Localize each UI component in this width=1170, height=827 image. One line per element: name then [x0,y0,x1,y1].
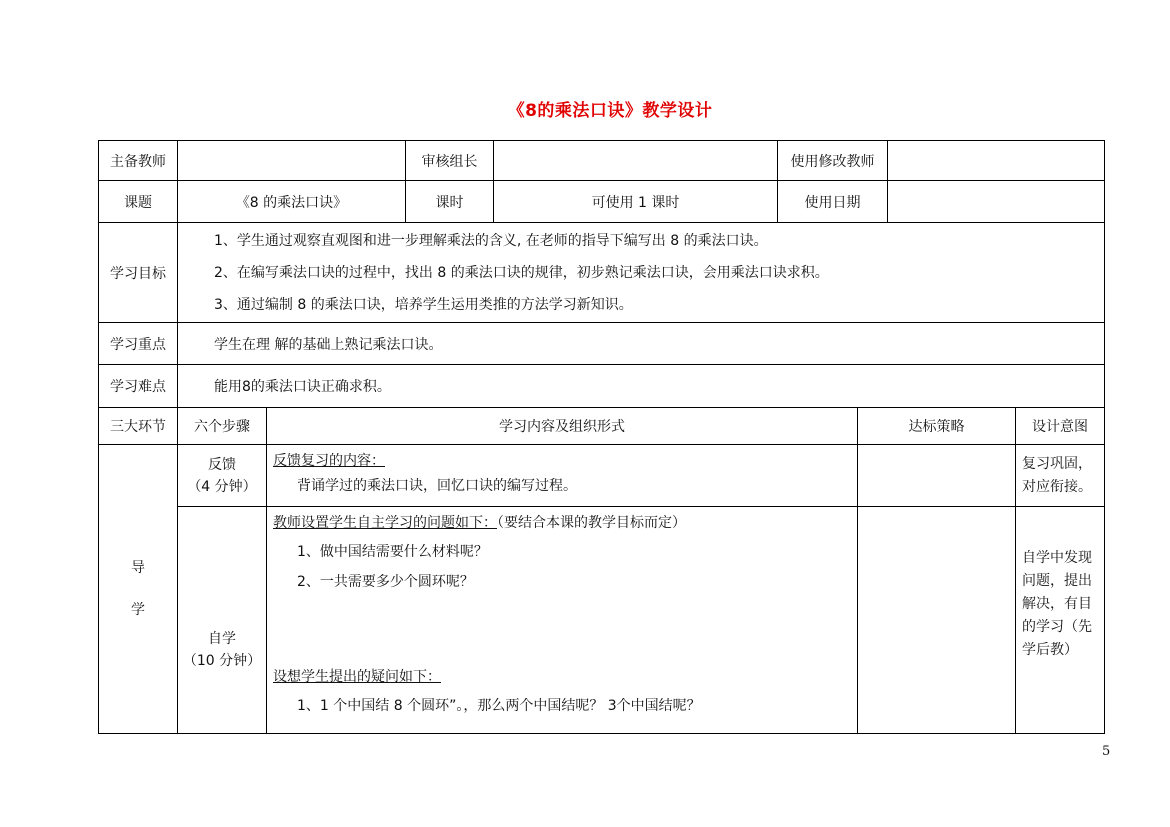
question-item: 1、做中国结需要什么材料呢？ [297,544,488,560]
difficulty-text: 能用8的乘法口诀正确求积。 [178,365,1105,408]
col-header-intent: 设计意图 [1016,408,1105,445]
key-point-text: 学生在理 解的基础上熟记乘法口诀。 [178,323,1105,365]
goal-item: 3、通过编制 8 的乘法口诀，培养学生运用类推的方法学习新知识。 [214,296,633,313]
step-feedback-cell [178,445,267,507]
goals-list [178,223,1105,323]
topic-label: 课题 [99,181,178,223]
difficulty-row [99,365,1105,408]
content-heading-line [267,509,857,537]
date-label: 使用日期 [778,181,888,223]
content-line: 背诵学过的乘法口诀，回忆口诀的编写过程。 [297,478,577,494]
feedback-strategy [858,445,1016,507]
main-teacher-value [178,141,406,181]
key-point-row [99,323,1105,365]
selfstudy-strategy [858,507,1016,734]
goal-item: 2、在编写乘法口诀的过程中，找出 8 的乘法口诀的规律，初步熟记乘法口诀，会用乘法口诀求积。 [214,264,829,281]
stage-label-2: 学 [131,602,145,618]
step-row-selfstudy [99,507,1105,734]
stage-cell [99,445,178,734]
content-heading: 反馈复习的内容： [273,453,385,469]
col-header-strategy: 达标策略 [858,408,1016,445]
modifier-label: 使用修改教师 [778,141,888,181]
step-time: （10 分钟） [182,653,262,669]
content-heading: 教师设置学生自主学习的问题如下： [273,515,497,531]
selfstudy-intent: 自学中发现问题，提出解决，有目的学习（先学后教） [1016,507,1105,734]
step-name: 自学 [208,631,236,647]
topic-value: 《8 的乘法口诀》 [178,181,406,223]
lesson-plan-table [98,140,1105,734]
modifier-value [888,141,1105,181]
reviewer-value [494,141,778,181]
header-row-topic [99,181,1105,223]
period-label: 课时 [406,181,494,223]
period-value: 可使用 1 课时 [494,181,778,223]
col-header-stage: 三大环节 [99,408,178,445]
step-time: （4 分钟） [187,478,257,495]
feedback-content [267,445,858,507]
col-header-content: 学习内容及组织形式 [267,408,858,445]
spacer [267,597,857,663]
step-selfstudy-cell [178,507,267,734]
header-row-teachers [99,141,1105,181]
document-title: 《8的乘法口诀》教学设计 [507,101,713,121]
question-item: 2、一共需要多少个圆环呢？ [297,574,474,590]
feedback-intent: 复习巩固，对应衔接。 [1016,445,1105,507]
goals-label: 学习目标 [99,223,178,323]
difficulty-label: 学习难点 [99,365,178,408]
main-teacher-label: 主备教师 [99,141,178,181]
sub-heading: 设想学生提出的疑问如下： [273,669,441,685]
content-heading-note: （要结合本课的教学目标而定） [497,515,686,531]
col-header-step: 六个步骤 [178,408,267,445]
stage-label-1: 导 [131,560,145,576]
step-row-feedback [99,445,1105,507]
step-name: 反馈 [208,456,236,473]
column-header-row [99,408,1105,445]
reviewer-label: 审核组长 [406,141,494,181]
goal-item: 1、学生通过观察直观图和进一步理解乘法的含义, 在老师的指导下编写出 8 的乘法口诀。 [214,232,768,249]
date-value [888,181,1105,223]
selfstudy-content [267,507,858,734]
goals-row [99,223,1105,323]
key-point-label: 学习重点 [99,323,178,365]
sub-line: 1、1 个中国结 8 个圆环”。，那么两个中国结呢？ 3个中国结呢？ [297,698,701,714]
page-number: 5 [1102,744,1111,759]
